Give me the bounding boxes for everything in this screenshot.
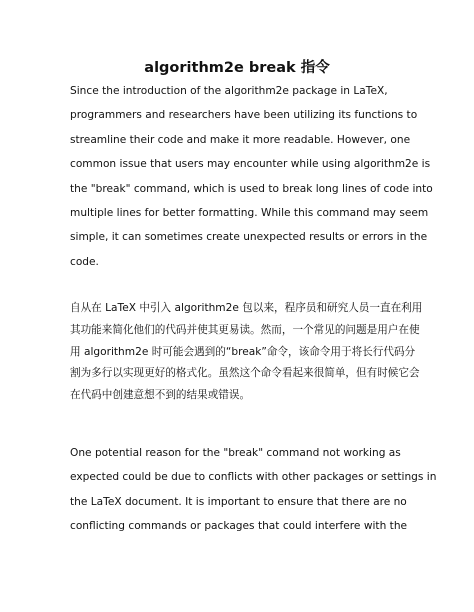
page-title: algorithm2e break 指令	[144, 60, 330, 76]
text-line: expected could be due to conflicts with other packages or settings in	[70, 471, 437, 484]
text-line: the "break" command, which is used to break long lines of code into	[70, 182, 433, 195]
text-line: programmers and researchers have been utilizing its functions to	[70, 109, 418, 122]
paragraph-intro-english	[70, 79, 433, 274]
text-line: code.	[70, 255, 99, 268]
text-line: multiple lines for better formatting. While this command may seem	[70, 206, 429, 219]
text-line: common issue that users may encounter while using algorithm2e is	[70, 158, 431, 171]
paragraph-potential-reason	[70, 441, 437, 539]
paragraph-intro-chinese	[70, 298, 423, 407]
text-line: Since the introduction of the algorithm2e package in LaTeX,	[70, 85, 388, 97]
text-line: streamline their code and make it more readable. However, one	[70, 133, 411, 146]
text-line: 自从在 LaTeX 中引入 algorithm2e 包以来，程序员和研究人员一直在利用	[70, 302, 423, 314]
text-line: 用 algorithm2e 时可能会遇到的“break”命令，该命令用于将长行代码分	[70, 345, 416, 358]
text-line: simple, it can sometimes create unexpected results or errors in the	[70, 231, 428, 244]
text-line: One potential reason for the "break" command not working as	[70, 447, 401, 459]
text-line: conflicting commands or packages that could interfere with the	[70, 520, 408, 533]
text-line: 割为多行以实现更好的格式化。虽然这个命令看起来很简单，但有时候它会	[70, 367, 420, 380]
text-line: 在代码中创建意想不到的结果或错误。	[70, 389, 251, 402]
text-line: the LaTeX document. It is important to ensure that there are no	[70, 495, 407, 508]
text-line: 其功能来简化他们的代码并使其更易读。然而，一个常见的问题是用户在使	[70, 323, 420, 336]
